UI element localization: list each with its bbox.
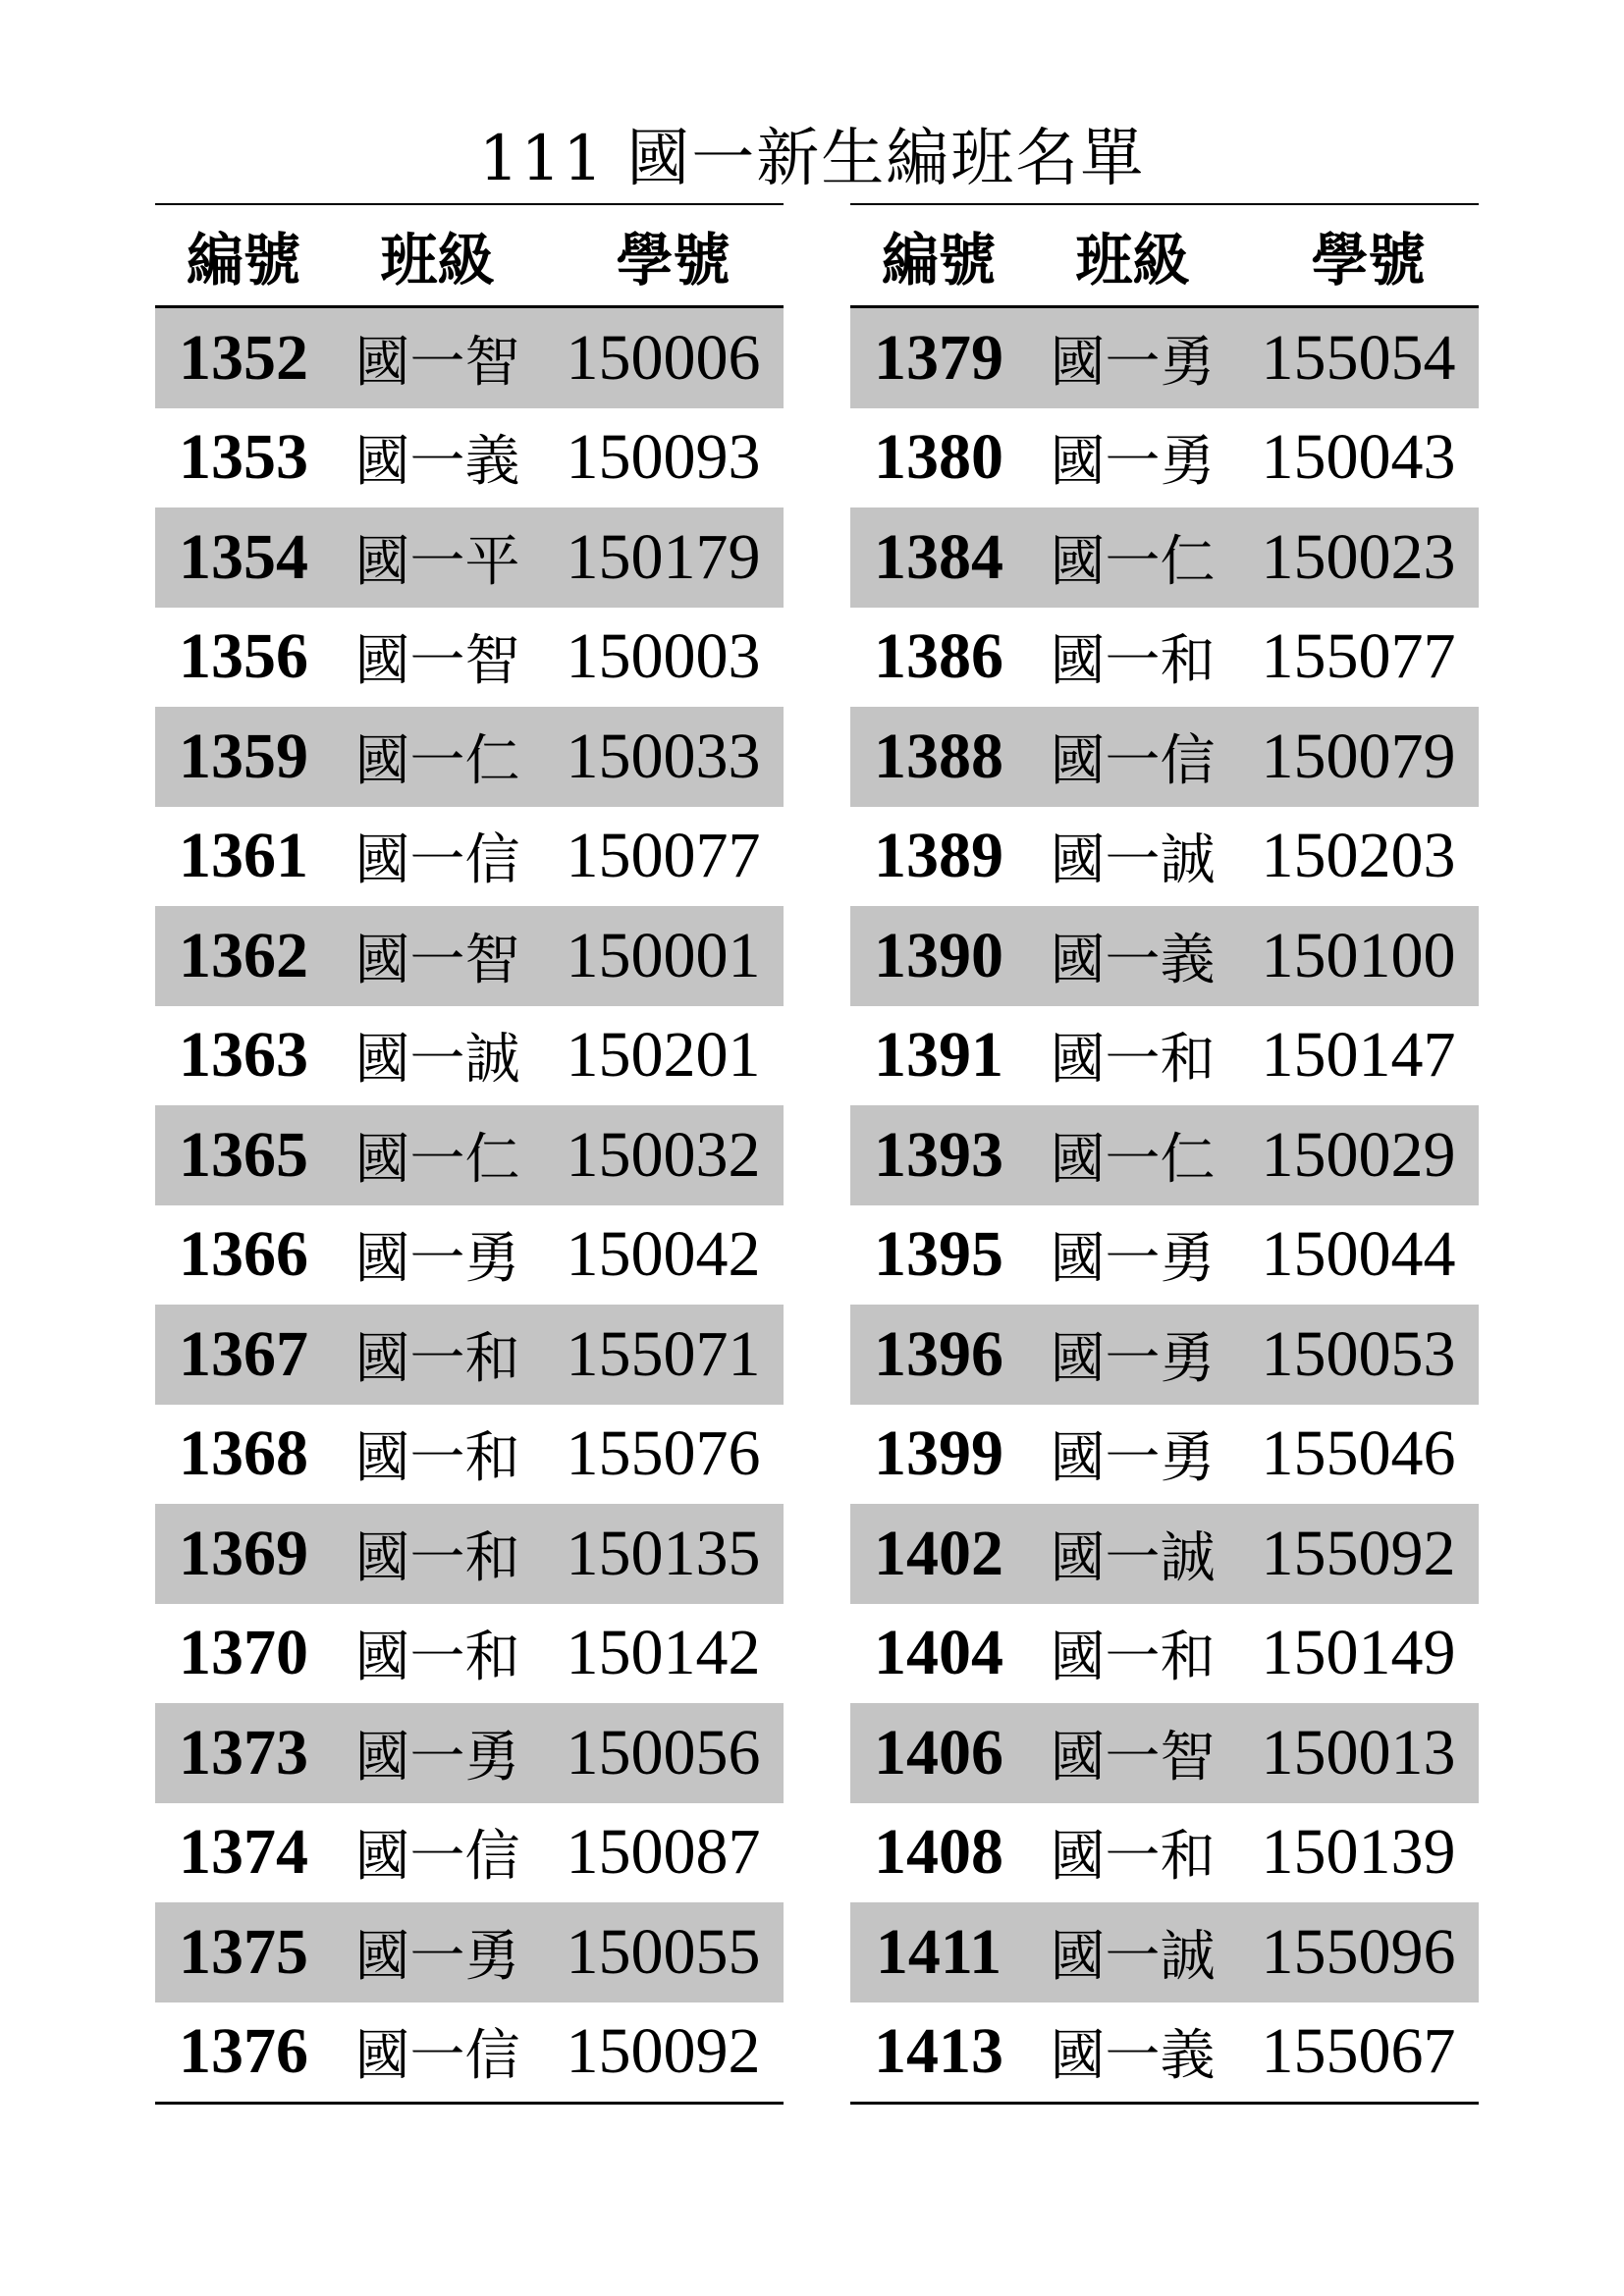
cell-student-no: 150006 [566, 321, 761, 394]
cell-class: 國一勇 [354, 1924, 520, 1989]
cell-class: 國一誠 [1050, 828, 1216, 893]
cell-class: 國一義 [354, 430, 520, 495]
table-header [850, 205, 1479, 308]
cell-id: 1363 [179, 1019, 308, 1092]
cell-id: 1375 [179, 1915, 308, 1988]
table-row [850, 408, 1479, 508]
cell-id: 1379 [874, 321, 1003, 394]
header-class: 班級 [380, 227, 495, 294]
cell-student-no: 150079 [1261, 720, 1456, 792]
cell-student-no: 155046 [1261, 1417, 1456, 1490]
cell-student-no: 150043 [1261, 421, 1456, 494]
table-row [155, 1504, 784, 1604]
cell-id: 1366 [179, 1218, 308, 1291]
cell-id: 1384 [874, 520, 1003, 593]
table-row [155, 1105, 784, 1205]
table-row [850, 1902, 1479, 2002]
cell-id: 1395 [874, 1218, 1003, 1291]
cell-class: 國一仁 [354, 728, 520, 793]
cell-student-no: 150042 [566, 1218, 761, 1291]
cell-student-no: 150023 [1261, 520, 1456, 593]
table-row [155, 1604, 784, 1704]
table-row [850, 1305, 1479, 1405]
table-row [155, 807, 784, 907]
table-row [155, 2002, 784, 2103]
table-row [850, 308, 1479, 408]
table-row [155, 408, 784, 508]
cell-student-no: 150100 [1261, 919, 1456, 991]
cell-class: 國一仁 [1050, 529, 1216, 594]
cell-class: 國一仁 [354, 1127, 520, 1192]
cell-student-no: 155054 [1261, 321, 1456, 394]
table-row [155, 1703, 784, 1803]
cell-student-no: 150092 [566, 2015, 761, 2088]
header-student-no: 學號 [1311, 227, 1426, 294]
table-row [155, 608, 784, 708]
cell-id: 1367 [179, 1317, 308, 1390]
cell-class: 國一義 [1050, 2024, 1216, 2089]
table-row [155, 707, 784, 807]
cell-id: 1373 [179, 1716, 308, 1789]
cell-class: 國一誠 [1050, 1525, 1216, 1590]
cell-student-no: 150044 [1261, 1218, 1456, 1291]
cell-id: 1411 [875, 1915, 1002, 1988]
table-bottom-rule [850, 2102, 1479, 2105]
cell-id: 1353 [179, 421, 308, 494]
cell-class: 國一勇 [354, 1725, 520, 1789]
table-row [850, 906, 1479, 1006]
cell-class: 國一誠 [1050, 1924, 1216, 1989]
cell-student-no: 150053 [1261, 1317, 1456, 1390]
cell-student-no: 150203 [1261, 820, 1456, 892]
cell-id: 1390 [874, 919, 1003, 991]
cell-id: 1356 [179, 620, 308, 693]
cell-student-no: 150055 [566, 1915, 761, 1988]
header-class: 班級 [1075, 227, 1190, 294]
table-row [850, 807, 1479, 907]
cell-class: 國一智 [354, 928, 520, 992]
cell-student-no: 150149 [1261, 1617, 1456, 1689]
cell-class: 國一和 [354, 1426, 520, 1491]
cell-student-no: 155071 [566, 1317, 761, 1390]
cell-student-no: 150139 [1261, 1816, 1456, 1889]
cell-class: 國一勇 [354, 1227, 520, 1292]
cell-class: 國一和 [1050, 1626, 1216, 1690]
cell-id: 1396 [874, 1317, 1003, 1390]
cell-class: 國一和 [1050, 629, 1216, 694]
table-row [155, 507, 784, 608]
table-row [850, 707, 1479, 807]
table-bottom-rule [155, 2102, 784, 2105]
cell-id: 1361 [179, 820, 308, 892]
cell-id: 1362 [179, 919, 308, 991]
cell-class: 國一仁 [1050, 1127, 1216, 1192]
cell-id: 1369 [179, 1517, 308, 1589]
table-row [155, 906, 784, 1006]
table-row [850, 1405, 1479, 1505]
cell-class: 國一勇 [1050, 1227, 1216, 1292]
cell-id: 1391 [874, 1019, 1003, 1092]
cell-id: 1374 [179, 1816, 308, 1889]
cell-class: 國一信 [354, 2024, 520, 2089]
cell-id: 1388 [874, 720, 1003, 792]
cell-class: 國一勇 [1050, 1326, 1216, 1391]
cell-student-no: 150032 [566, 1118, 761, 1191]
table-row [850, 2002, 1479, 2103]
cell-id: 1406 [874, 1716, 1003, 1789]
cell-student-no: 150077 [566, 820, 761, 892]
cell-student-no: 150087 [566, 1816, 761, 1889]
cell-student-no: 150001 [566, 919, 761, 991]
table-header [155, 205, 784, 308]
cell-class: 國一誠 [354, 1028, 520, 1093]
table-row [850, 1205, 1479, 1306]
cell-class: 國一和 [354, 1626, 520, 1690]
cell-class: 國一勇 [1050, 1426, 1216, 1491]
cell-id: 1386 [874, 620, 1003, 693]
page-title: 111 國一新生編班名單 [478, 123, 1146, 195]
cell-id: 1365 [179, 1118, 308, 1191]
roster-table-right [850, 203, 1479, 2105]
cell-student-no: 155077 [1261, 620, 1456, 693]
table-row [850, 1105, 1479, 1205]
cell-student-no: 150142 [566, 1617, 761, 1689]
cell-class: 國一義 [1050, 928, 1216, 992]
roster-table-left [155, 203, 784, 2105]
cell-student-no: 155092 [1261, 1517, 1456, 1589]
table-row [850, 507, 1479, 608]
cell-class: 國一和 [354, 1525, 520, 1590]
cell-id: 1376 [179, 2015, 308, 2088]
cell-class: 國一智 [1050, 1725, 1216, 1789]
cell-class: 國一智 [354, 629, 520, 694]
cell-class: 國一平 [354, 529, 520, 594]
table-row [155, 1803, 784, 1903]
table-row [155, 1006, 784, 1106]
cell-student-no: 150179 [566, 520, 761, 593]
cell-student-no: 150201 [566, 1019, 761, 1092]
cell-student-no: 150056 [566, 1716, 761, 1789]
table-row [850, 1006, 1479, 1106]
cell-id: 1359 [179, 720, 308, 792]
cell-id: 1402 [874, 1517, 1003, 1589]
cell-class: 國一智 [354, 330, 520, 395]
cell-student-no: 150033 [566, 720, 761, 792]
cell-id: 1408 [874, 1816, 1003, 1889]
cell-class: 國一勇 [1050, 330, 1216, 395]
cell-student-no: 150093 [566, 421, 761, 494]
cell-id: 1368 [179, 1417, 308, 1490]
cell-student-no: 155067 [1261, 2015, 1456, 2088]
table-row [155, 308, 784, 408]
cell-student-no: 150135 [566, 1517, 761, 1589]
cell-student-no: 155076 [566, 1417, 761, 1490]
cell-student-no: 150147 [1261, 1019, 1456, 1092]
cell-class: 國一勇 [1050, 430, 1216, 495]
table-row [155, 1305, 784, 1405]
table-row [850, 1803, 1479, 1903]
header-id: 編號 [186, 227, 300, 294]
table-row [850, 1504, 1479, 1604]
cell-id: 1389 [874, 820, 1003, 892]
cell-student-no: 150013 [1261, 1716, 1456, 1789]
cell-id: 1399 [874, 1417, 1003, 1490]
table-row [155, 1405, 784, 1505]
cell-class: 國一信 [1050, 728, 1216, 793]
table-row [155, 1205, 784, 1306]
cell-class: 國一和 [1050, 1028, 1216, 1093]
cell-class: 國一信 [354, 828, 520, 893]
table-row [850, 1604, 1479, 1704]
cell-id: 1370 [179, 1617, 308, 1689]
cell-student-no: 150029 [1261, 1118, 1456, 1191]
table-row [850, 608, 1479, 708]
cell-id: 1393 [874, 1118, 1003, 1191]
cell-class: 國一和 [354, 1326, 520, 1391]
cell-id: 1404 [874, 1617, 1003, 1689]
cell-student-no: 150003 [566, 620, 761, 693]
cell-id: 1413 [874, 2015, 1003, 2088]
cell-class: 國一信 [354, 1825, 520, 1890]
cell-class: 國一和 [1050, 1825, 1216, 1890]
header-student-no: 學號 [616, 227, 731, 294]
cell-id: 1352 [179, 321, 308, 394]
table-body [850, 308, 1479, 2102]
table-row [155, 1902, 784, 2002]
cell-id: 1380 [874, 421, 1003, 494]
table-body [155, 308, 784, 2102]
table-row [850, 1703, 1479, 1803]
header-id: 編號 [881, 227, 996, 294]
cell-id: 1354 [179, 520, 308, 593]
cell-student-no: 155096 [1261, 1915, 1456, 1988]
